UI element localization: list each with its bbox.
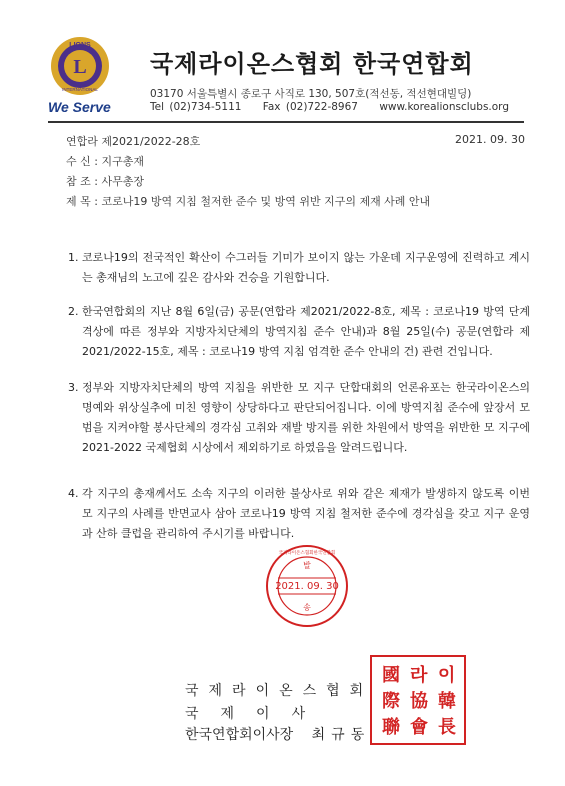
footer-signature-row bbox=[185, 724, 370, 744]
org-title: 국제라이온스협회 한국연합회 bbox=[150, 50, 474, 78]
subject-label: 제 목 : bbox=[66, 195, 102, 208]
subject-row bbox=[66, 193, 430, 209]
contact-line bbox=[150, 101, 525, 113]
paragraph-number: 2. bbox=[68, 305, 79, 318]
svg-text:이: 이 bbox=[438, 665, 456, 686]
footer-org: 국제라이온스협회 bbox=[185, 683, 374, 699]
doc-date: 2021. 09. 30 bbox=[455, 133, 525, 146]
paragraph-4 bbox=[68, 484, 530, 544]
paragraph-text: 한국연합회의 지난 8월 6일(금) 공문(연합라 제2021/2022-8호, 제목 : 코로나19 방역 단계 격상에 따른 정부와 지방자치단체의 방역지침 준수 안내)과 8월 25일(수) 공문(연합라 제2021/2022-15호, 제목 : 코로나19 방역 지침 엄격한 준수 안내의 건) 관련 건입니다. bbox=[82, 305, 530, 358]
recipient-label: 수 신 : bbox=[66, 155, 102, 168]
website-link[interactable]: www.korealionsclubs.org bbox=[379, 101, 509, 113]
official-seal bbox=[370, 655, 466, 745]
svg-text:會: 會 bbox=[410, 717, 428, 738]
svg-text:國: 國 bbox=[382, 665, 400, 686]
subject-value: 코로나19 방역 지침 철저한 준수 및 방역 위반 지구의 제재 사례 안내 bbox=[101, 195, 431, 208]
paragraph-number: 3. bbox=[68, 381, 79, 394]
doc-number: 연합라 제2021/2022-28호 bbox=[66, 135, 201, 148]
recipient-row bbox=[66, 153, 144, 169]
paragraph-text: 각 지구의 총재께서도 소속 지구의 이러한 불상사로 위와 같은 제재가 발생하지 않도록 이번 모 지구의 사례를 반면교사 삼아 코로나19 방역 지침 철저한 준수에 경각심을 갖고 지구 운영과 산하 클럽을 관리하여 주시기를 바랍니다. bbox=[82, 487, 530, 540]
cc-label: 참 조 : bbox=[66, 175, 102, 188]
svg-text:長: 長 bbox=[438, 717, 456, 738]
stamp-top-text: 발 bbox=[303, 561, 311, 570]
cc-row bbox=[66, 173, 144, 189]
paragraph-1 bbox=[68, 248, 530, 288]
address: 03170 서울특별시 종로구 사직로 130, 507호(적선동, 적선현대빌딩) bbox=[150, 88, 472, 100]
logo-subtext: INTERNATIONAL bbox=[62, 87, 98, 92]
svg-text:韓: 韓 bbox=[438, 691, 456, 712]
lions-logo-icon bbox=[50, 36, 110, 96]
stamp-bottom-text: 송 bbox=[303, 603, 311, 612]
logo-text: LIONS bbox=[69, 42, 91, 49]
svg-text:L: L bbox=[73, 56, 87, 78]
recipient-value: 지구총재 bbox=[101, 155, 144, 168]
svg-text:聯: 聯 bbox=[382, 717, 400, 738]
paragraph-number: 4. bbox=[68, 487, 79, 500]
tel: Tel (02)734-5111 bbox=[150, 101, 242, 113]
paragraph-number: 1. bbox=[68, 251, 79, 264]
paragraph-3 bbox=[68, 378, 530, 458]
paragraph-text: 코로나19의 전국적인 확산이 수그러들 기미가 보이지 않는 가운데 지구운영에 진력하고 계시는 총재님의 노고에 깊은 감사와 건승을 기원합니다. bbox=[82, 251, 530, 284]
paragraph-2 bbox=[68, 302, 530, 362]
stamp-date: 2021. 09. 30 bbox=[275, 581, 339, 592]
svg-text:際: 際 bbox=[382, 691, 400, 712]
signer-name: 최규동 bbox=[311, 727, 371, 743]
stamp-ring-text: 국제라이온스협회한국연합회 bbox=[278, 551, 336, 556]
header-divider bbox=[48, 121, 524, 123]
cc-value: 사무총장 bbox=[101, 175, 144, 188]
paragraph-text: 정부와 지방자치단체의 방역 지침을 위반한 모 지구 단합대회의 언론유포는 한국라이온스의 명예와 위상실추에 미친 영향이 상당하다고 판단되어집니다. 이에 방역지침 준수에 앞장서 모범을 지켜야할 봉사단체의 경각심 고취와 재발 방지를 위한 차원에서 방역을 위반한 모 지구에 2021-2022 국제협회 시상에서 제외하기로 하였음을 알려드립니다. bbox=[82, 381, 530, 454]
dispatch-stamp bbox=[265, 544, 349, 628]
footer-org-title: 한국연합회이사장 bbox=[185, 727, 294, 743]
fax: Fax (02)722-8967 bbox=[262, 101, 358, 113]
svg-text:協: 協 bbox=[410, 691, 428, 712]
slogan: We Serve bbox=[48, 99, 111, 115]
svg-text:라: 라 bbox=[410, 665, 428, 686]
footer-title: 국제이사 bbox=[185, 706, 328, 722]
